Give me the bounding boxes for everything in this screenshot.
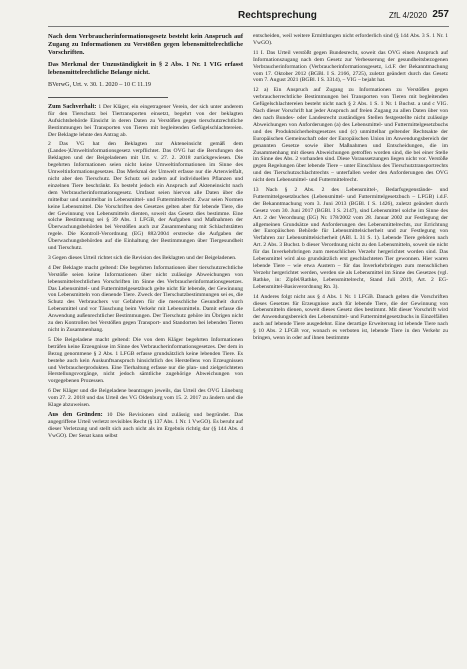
- facts-heading: Zum Sachverhalt:: [48, 102, 97, 110]
- headnote-1: Nach dem Verbraucherinformationsgesetz besteht kein Anspruch auf Zugang zu Informationen zu Verstößen gegen lebensmittelrechtliche Vorschriften.: [48, 33, 243, 56]
- paragraph: [48, 104, 243, 139]
- paragraph-text: 10 Die Revisionen sind zulässig und begründet. Das angegriffene Urteil verletzt revisibles Recht (§ 137 Abs. 1 Nr. 1 VwGO). Es beruht auf dieser Verletzung und stellt sich auch nicht als im Ergebnis richtig dar (§ 144 Abs. 4 VwGO). Der Senat kann selbst: [48, 411, 243, 439]
- paragraph: [48, 412, 243, 440]
- paragraph: 4 Der Beklagte macht geltend: Die begehrten Informationen über tierschutzrechtliche Verstöße seien keine Informationen über nicht zulässige Abweichungen von lebensmittelrechtlichen Vorschriften im Sinne des Verbraucherinformationsgesetzes. Das Lebensmittel- und Futtermittelgesetzbuch gelte nicht für lebende, der Gewinnung von Lebensmitteln von dienende Tiere. Zweck der Tierschutzbestimmungen sei es, die Schutz des Verbrauchers vor Gefahren für die menschliche Gesundheit durch Lebensmittel und vor Täuschung beim Verkehr mit Lebensmitteln. Damit erfasse die Anwendung außenrechtlicher Bestimmungen. Der Tierschutz gehöre im Übrigen nicht zu den Kontrollen bei Verstößen gegen Transport- und Standorten bei lebenden Tieren nicht in Zusammenhang.: [48, 264, 243, 333]
- paragraph: 6 Der Kläger und die Beigeladene beantragen jeweils, das Urteil des OVG Lüneburg vom 27. 2. 2018 und das Urteil des VG Oldenburg vom 15. 2. 2017 zu ändern und die Klage abzuweisen.: [48, 388, 243, 409]
- page-header: [48, 8, 449, 27]
- paragraph: entscheiden, weil weitere Ermittlungen nicht erforderlich sind (§ 144 Abs. 3 S. 1 Nr. 1 VwGO).: [253, 33, 448, 46]
- paragraph: 12 a) Ein Anspruch auf Zugang zu Informationen zu Verstößen gegen verbraucherrechtliche Bestimmungen bei Transporten von Tieren mit begleitenden Gefügelschlachtereien besteht nicht nach § 2 Abs. 1 S. 1 Nr. 1 Buchst. a und c VIG. Nach dieser Vorschrift hat jeder Anspruch auf freien Zugang zu allen Daten über von den nach Bundes- oder Landesrecht zuständigen Stellen festgestellte nicht zulässige Abweichungen von Anforderungen (a) des Lebensmittel- und Futtermittelgesetzbuchs und des Produktsicherheitsgesetzes und (c) unmittelbar geltender Rechtsakte der Europäischen Gemeinschaft oder der Europäischen Union im Anwendungsbereich der genannten Gesetze sowie über Maßnahmen und Entscheidungen, die im Zusammenhang mit diesen Abweichungen getroffen worden sind, die bei einer Stelle im Sinne des Abs. 2 vorhanden sind. Diese Voraussetzungen liegen nicht vor. Verstöße gegen Regelungen über lebende Tiere – unter Einschluss des Tierschutztransportrechts und des Tierschutzschlachtrechts – unterfallen weder den Anforderungen des OVG nicht dem Lebensmittel- und Futtermittelrecht.: [253, 87, 448, 184]
- right-column: [253, 33, 448, 443]
- reasons-heading: Aus den Gründen:: [48, 410, 103, 418]
- section-title: Rechtsprechung: [238, 10, 317, 21]
- paragraph-text: 1 Der Kläger, ein eingetragener Verein, der sich unter anderem für den Tierschutz bei Tiertransporten einsetzt, begehrt von der beklagten Aufsichtsbehörde Einsicht in deren Daten zu Verstößen gegen tierschutzrechtliche Bestimmungen bei Transporten von Tieren mit begleitenden Gefügelschlachtereien. Der Beklagte lehnte den Antrag ab.: [48, 103, 243, 138]
- decision-citation: BVerwG, Urt. v. 30. 1. 2020 – 10 C 11.19: [48, 81, 152, 88]
- paragraph: 2 Das VG hat den Beklagten zur Akteneinsicht gemäß dem (Landes-)Umweltinformationsgesetz verpflichtet. Das OVG hat die Berufungen des Beklagten und der Beigeladenen mit Urt. v. 27. 2. 2018 zurückgewiesen. Die begehrten Informationen seien nicht keine Umweltinformationen im Sinne des Umweltinformationsgesetzes. Das Merkmal der Umwelt erfasse nur die Artenvielfalt, nicht aber den Tierschutz. Der Schutz sei zudem auf individuellen Pflanzen und einzelnen Tiere beschränkt. Es besteht jedoch ein Anspruch auf Akteneinsicht nach dem Verbraucherinformationsgesetz. Umfasst seien hiervon alle Daten über die mittelbar und unmittelbar in Lebensmittel- und Futtermittelrecht. Zwar seien Normen keine Lebensmittel. Die Vorschriften des Gesetzes gelten aber für lebende Tiere, die der Gewinnung von Lebensmitteln dienten, soweit das Gesetz dies bestimme. Eine solche Bestimmung sei § 39 Abs. 1 LFGB, der Aufgaben und Maßnahmen der Überwachungsbehörden bei Verstößen auch zur Zusammenhang mit Schlachtstätten regele. Die Kontroll-Verordnung (EG) 882/2004 erstrecke die Aufgaben der Überwachungsbehörden auf die Einhaltung der Bestimmungen über Tiergesundheit und Tierschutz.: [48, 141, 243, 252]
- divider: [48, 97, 168, 98]
- headnote-2: Das Merkmal der Unzuständigkeit in § 2 Abs. 1 Nr. 1 VIG erfasst lebensmittelrechtliche Belange nicht.: [48, 61, 243, 76]
- paragraph: 14 Anderes folgt nicht aus § 4 Abs. 1 Nr. 1 LFGB. Danach gelten die Vorschriften dieses Gesetzes für Erzeugnisse auch für lebende Tiere, die der Gewinnung von Lebensmitteln dienen, soweit dieses Gesetz dies bestimmt. Mit dieser Vorschrift wird der Anwendungsbereich des Lebensmittel- und Futtermittelgesetzbuchs in Einzelfällen auch auf lebende Tiere ausgedehnt. Eine derartige Erweiterung ist lebende Tiere nach § 10 Abs. 2 LFGB vor, wonach es verboten ist, lebende Tiere in den Verkehr zu bringen, wenn in oder auf ihnen bestimmte: [253, 293, 448, 342]
- page-number: 257: [432, 9, 449, 20]
- paragraph: 3 Gegen dieses Urteil richtet sich die Revision des Beklagten und der Beigeladenen.: [48, 254, 237, 261]
- text-columns: [48, 33, 449, 443]
- paragraph: 5 Die Beigeladene macht geltend: Die von dem Kläger begehrten Informationen beträfen keine Erzeugnisse im Sinne des Verbraucherinformationsgesetzes. Der dem in Bezug genommene § 2 Abs. 1 LFGB erfasse grundsätzlich keine lebenden Tiere. Es bestehe auch kein Auskunftsanspruch hinsichtlich des Herstellens von Erzeugnissen und Verbraucherprodukten. Eine Tierhaltung erfasse nur die plan- und zielgerichteten Herstellungsvorgänge, nicht jedoch sämtliche zugehörige Abweichungen von vorgegebenen Prozessen.: [48, 336, 243, 385]
- paragraph: 13 Nach § 2 Abs. 2 des Lebensmittel-, Bedarfsgegenstände- und Futtermittelgesetzbuches (Lebensmittel- und Futtermittelgesetzbuch – LFGB) i.d.F. der Bekanntmachung vom 3. Juni 2013 (BGBl. I S. 1426), zuletzt geändert durch Gesetz vom 30. Juni 2017 (BGBl. I S. 2147), sind Lebensmittel solche im Sinne des Art. 2 der Verordnung (EG) Nr. 178/2002 vom 28. Januar 2002 zur Festlegung der allgemeinen Grundsätze und Anforderungen des Lebensmittelrechts, zur Errichtung der Europäischen Behörde für Lebensmittelsicherheit und zur Festlegung von Verfahren zur Lebensmittelsicherheit (ABl. L 31 S. 1). Lebende Tiere gehören nach Art. 2 Abs. 3 Buchst. b dieser Verordnung nicht zu den Lebensmitteln, soweit sie nicht für das Inverkehrbringen zum menschlichen Verzehr hergerichtet worden sind. Das Lebensmittel wird also grundsätzlich erst geschlachteten Tier gewonnen. Hier waren lebende Tiere – wie etwa Austern – für das Inverkehrbringen zum menschlichen Verzehr hergerichtet werden, werden sie als Lebensmittel im Sinne des Gesetzes (vgl. Rathke, in: Zipfel/Rathke, Lebensmittelrecht, Stand Juli 2019, Art. 2 EG-Lebensmittel-Basisverordnung Rn. 3).: [253, 187, 448, 290]
- journal-reference: ZfL 4/2020: [389, 11, 427, 20]
- paragraph: 11 I. Das Urteil verstößt gegen Bundesrecht, soweit das OVG einen Anspruch auf Informationszugang nach dem Gesetz zur Verbesserung der gesundheitsbezogenen Verbraucherinformation (Verbraucherinformationsgesetz, i.d.F. der Bekanntmachung vom 17. Oktober 2012 (BGBl. I S. 2166, 2725), zuletzt geändert durch das Gesetz vom 7. August 2021 (BGBl. I S. 3314), – VIG – bejaht hat.: [253, 49, 448, 84]
- left-column: [48, 33, 243, 443]
